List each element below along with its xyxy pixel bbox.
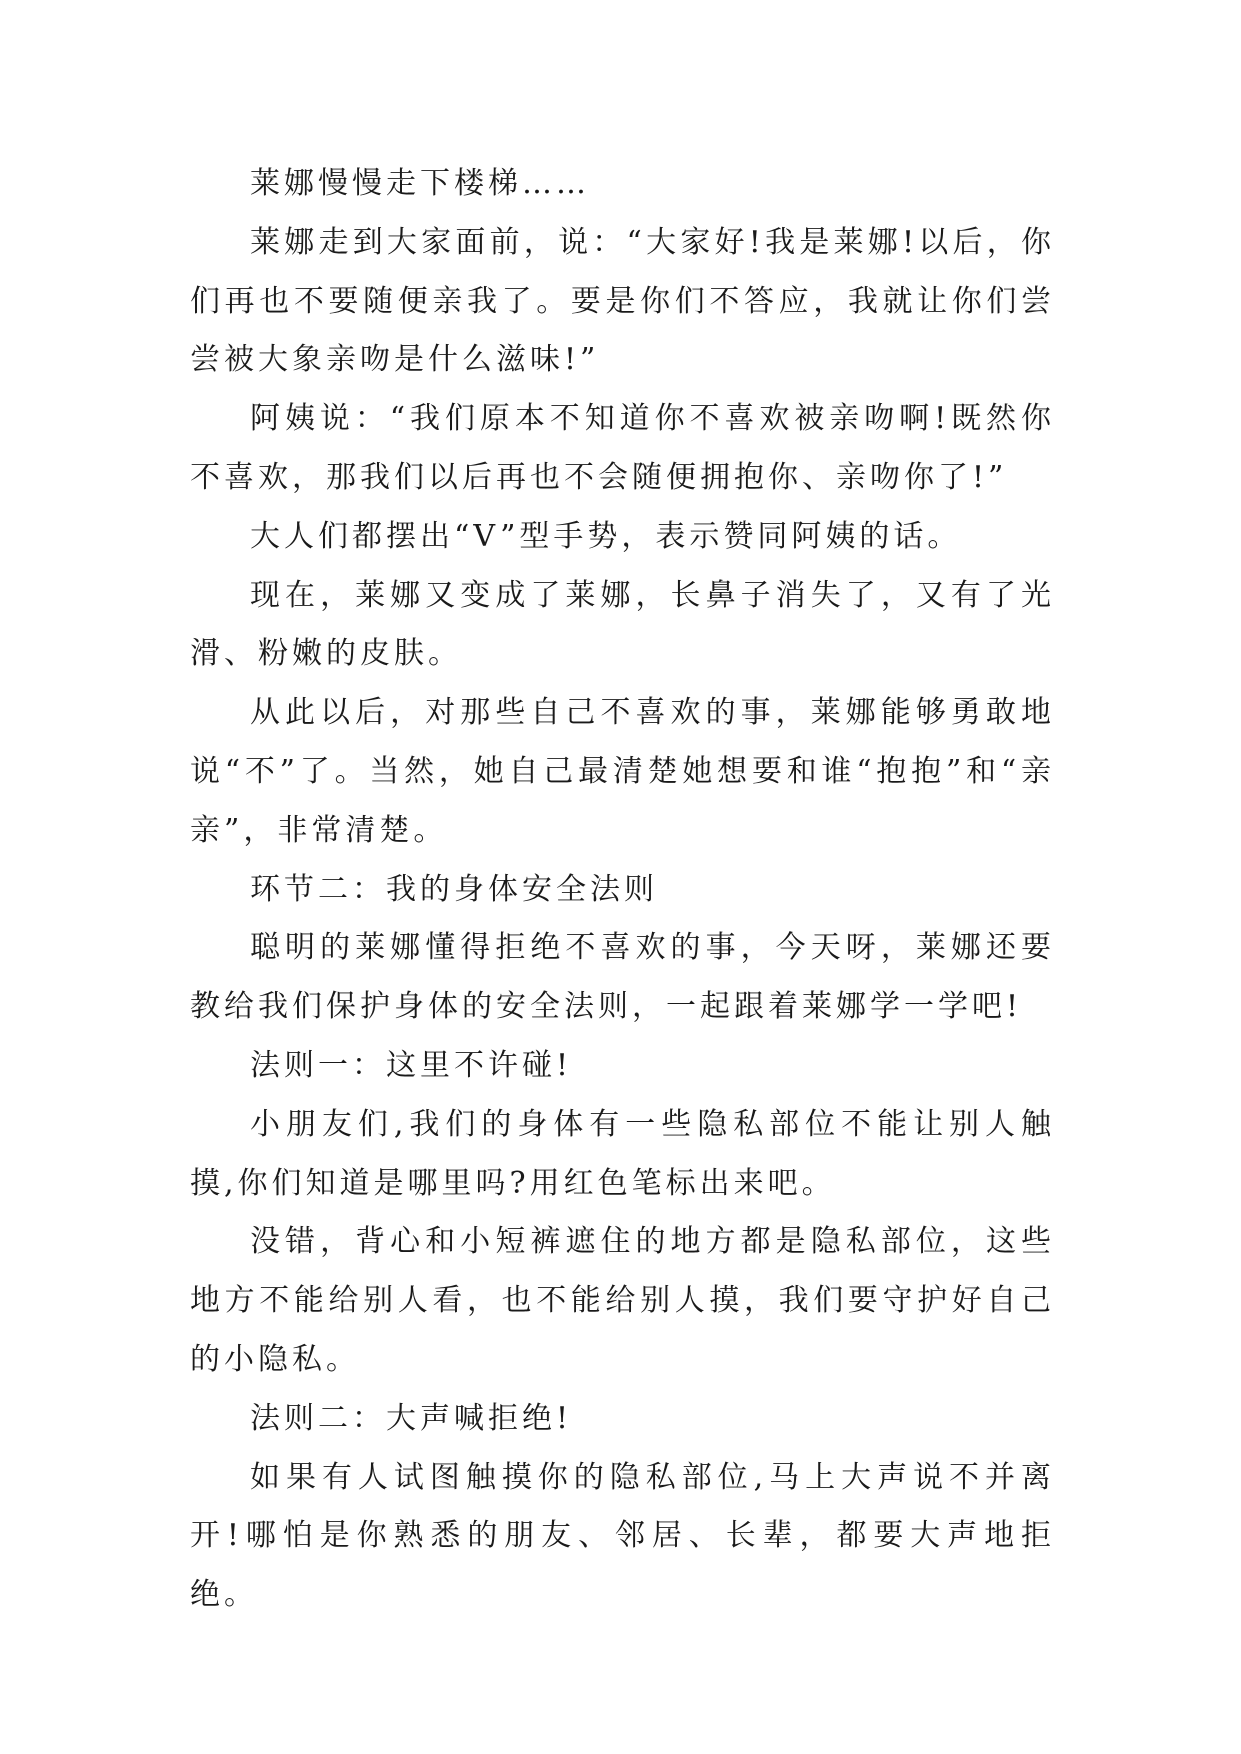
paragraph-refuse-loudly: 如果有人试图触摸你的隐私部位,马上大声说不并离开!哪怕是你熟悉的朋友、邻居、长辈，都要大声地拒绝。 — [190, 1459, 1055, 1613]
paragraph-v-gesture: 大人们都摆出“V”型手势，表示赞同阿姨的话。 — [250, 518, 962, 554]
paragraph-protect-privacy: 没错，背心和小短裤遮住的地方都是隐私部位，这些地方不能给别人看，也不能给别人摸，我们要守护好自己的小隐私。 — [190, 1224, 1055, 1377]
paragraph-lena-speech: 莱娜走到大家面前，说：“大家好!我是莱娜!以后，你们再也不要随便亲我了。要是你们不答应，我就让你们尝尝被大象亲吻是什么滋味!” — [190, 224, 1055, 378]
paragraph-aunt-reply: 阿姨说：“我们原本不知道你不喜欢被亲吻啊!既然你不喜欢，那我们以后再也不会随便拥抱你、亲吻你了!” — [190, 401, 1055, 495]
paragraph-saying-no: 从此以后，对那些自己不喜欢的事，莱娜能够勇敢地说“不”了。当然，她自己最清楚她想要和谁“抱抱”和“亲亲”，非常清楚。 — [190, 695, 1055, 848]
paragraph-descending-stairs: 莱娜慢慢走下楼梯…… — [250, 166, 590, 201]
rule-heading-two: 法则二：大声喊拒绝! — [250, 1400, 573, 1436]
document-page — [190, 155, 1055, 1625]
paragraph-safety-intro: 聪明的莱娜懂得拒绝不喜欢的事，今天呀，莱娜还要教给我们保护身体的安全法则，一起跟着莱娜学一学吧! — [190, 930, 1055, 1025]
paragraph-private-parts: 小朋友们,我们的身体有一些隐私部位不能让别人触摸,你们知道是哪里吗?用红色笔标出来吧。 — [190, 1106, 1055, 1201]
rule-heading-one: 法则一：这里不许碰! — [250, 1047, 573, 1083]
paragraph-transformation: 现在，莱娜又变成了莱娜，长鼻子消失了，又有了光滑、粉嫩的皮肤。 — [190, 577, 1055, 672]
section-heading-safety-rules: 环节二：我的身体安全法则 — [250, 871, 658, 907]
